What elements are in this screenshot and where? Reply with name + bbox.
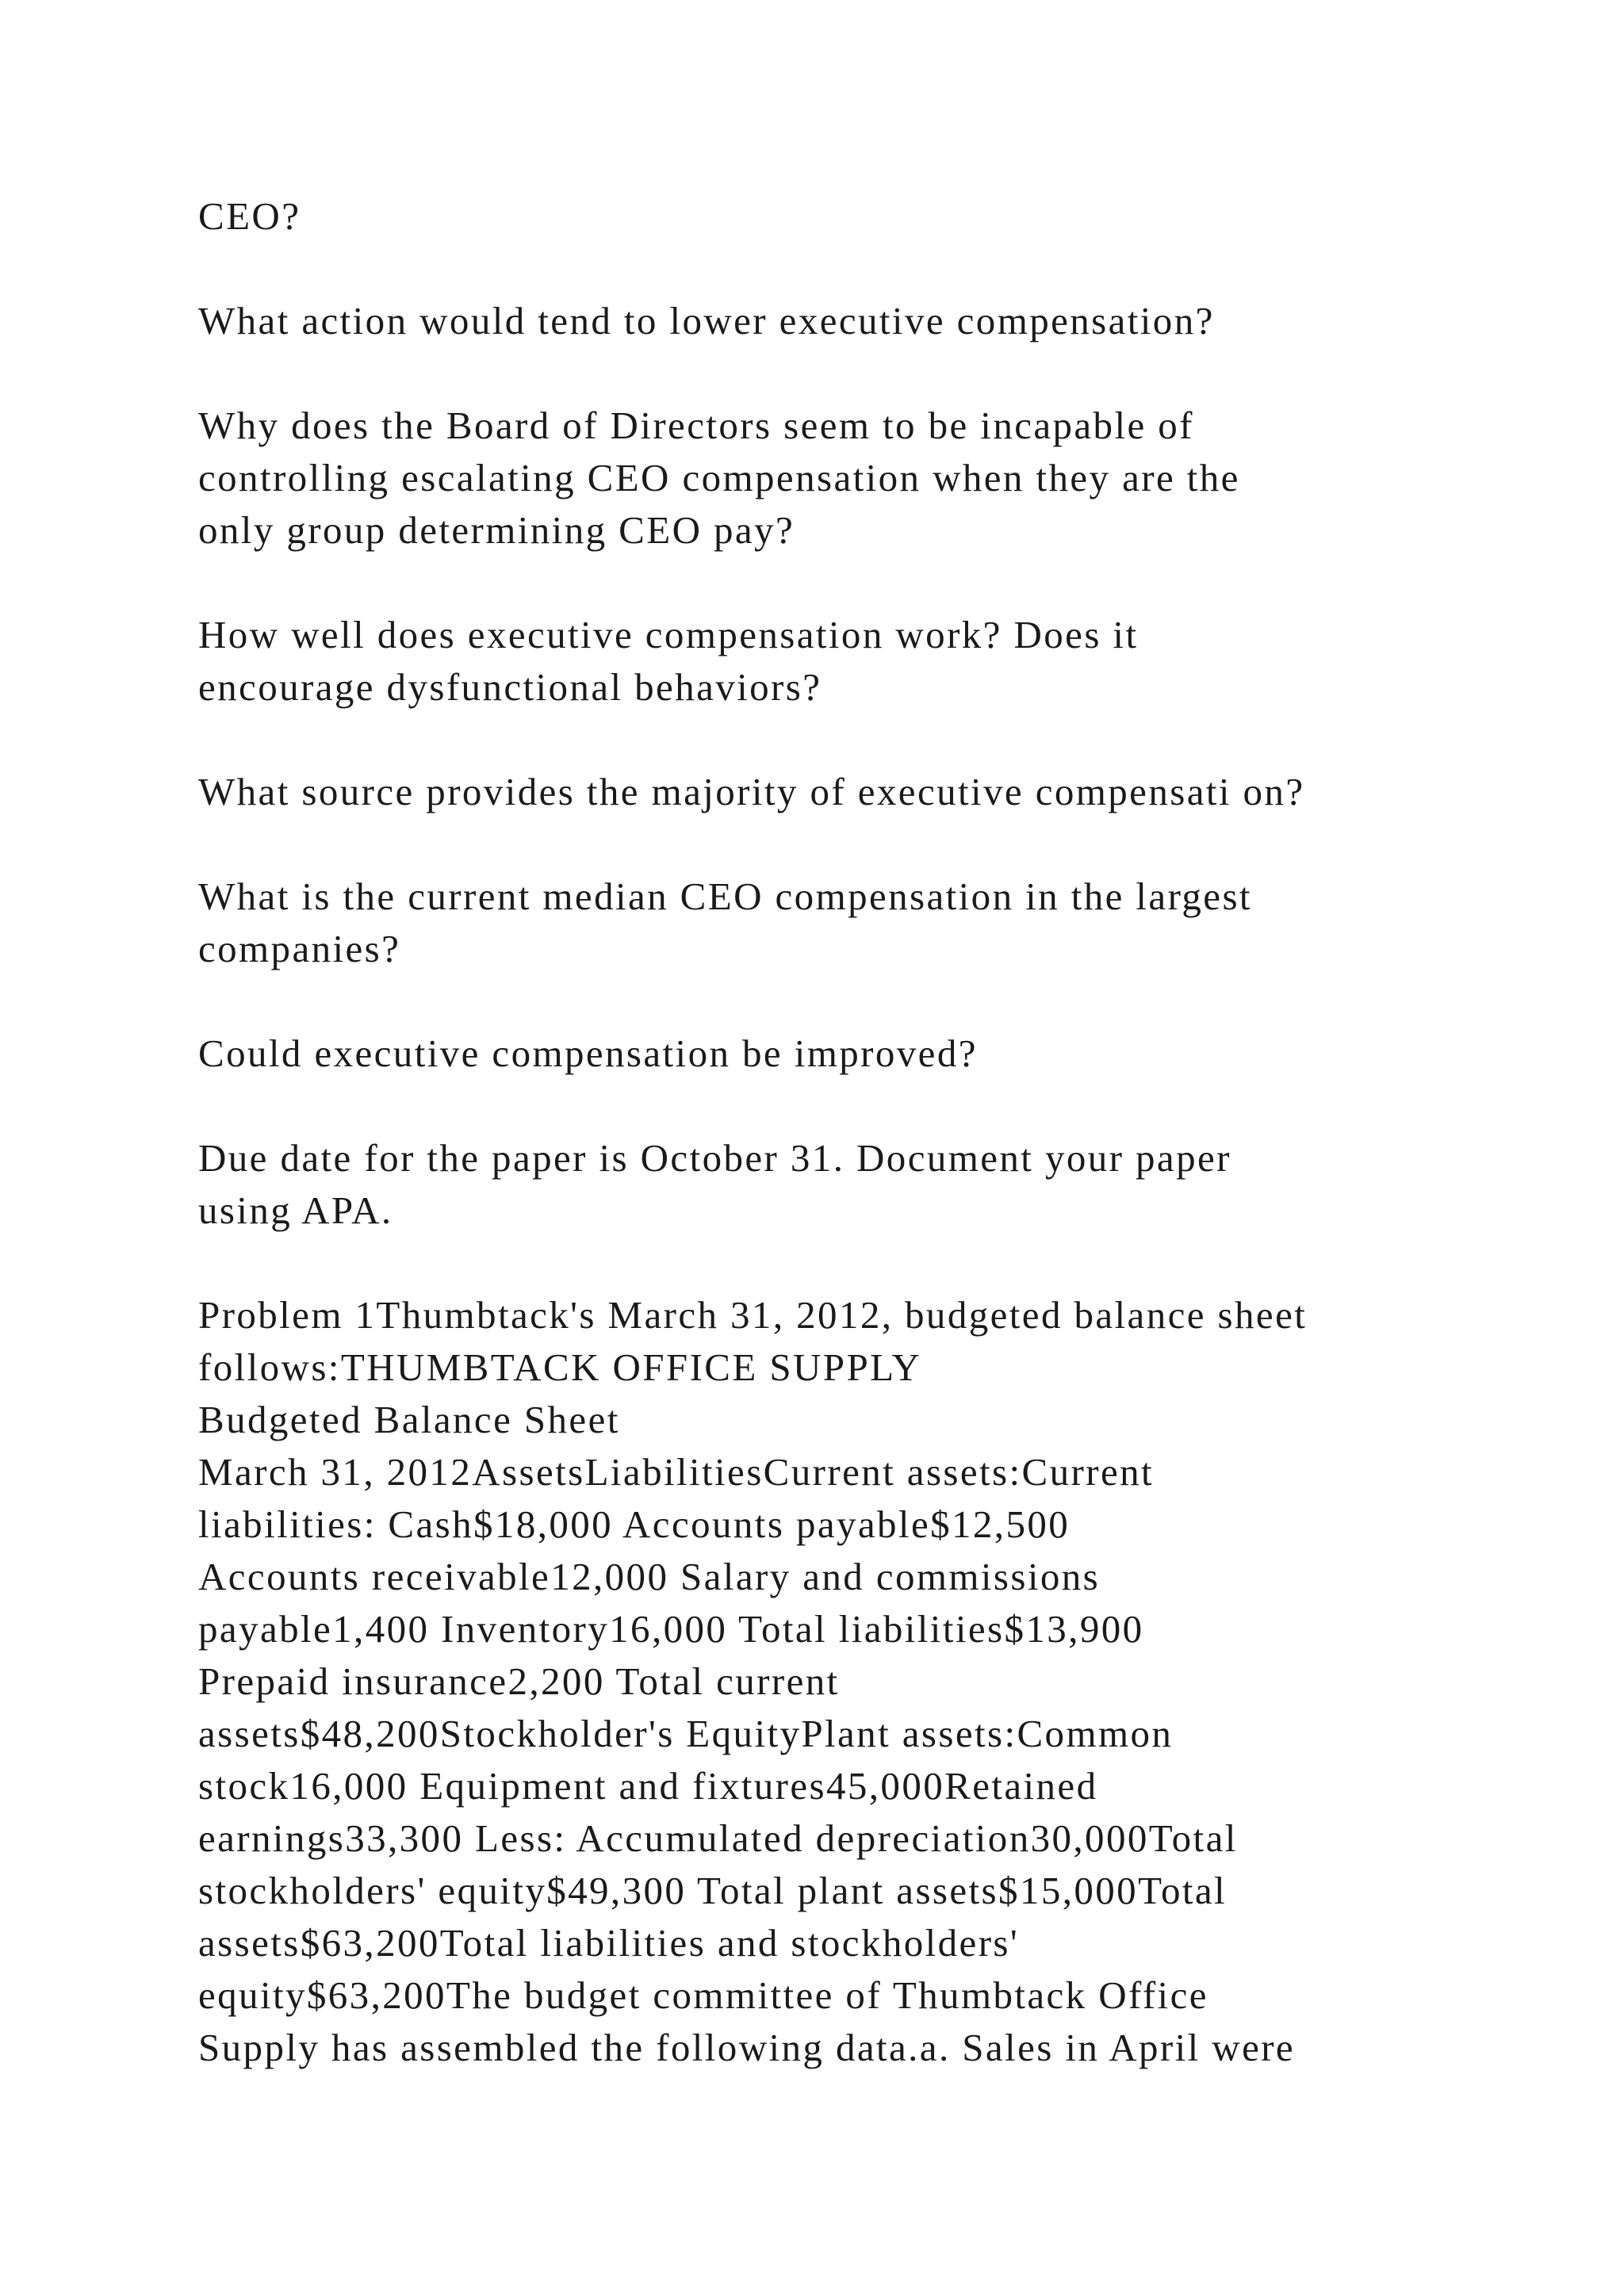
- paragraph-ceo: CEO?: [198, 194, 301, 238]
- paragraph-due-date: Due date for the paper is October 31. Document your paper using APA.: [198, 1136, 1231, 1232]
- paragraph-question-median: What is the current median CEO compensation in the largest companies?: [198, 874, 1252, 970]
- document-body: [198, 190, 1435, 2074]
- paragraph-question-board-of-directors: Why does the Board of Directors seem to be incapable of controlling escalating CEO compensation when they are the only group determining CEO pay?: [198, 404, 1240, 552]
- paragraph-question-source: What source provides the majority of executive compensati on?: [198, 770, 1305, 813]
- paragraph-question-improved: Could executive compensation be improved?: [198, 1031, 978, 1075]
- paragraph-question-how-well: How well does executive compensation work? Does it encourage dysfunctional behaviors?: [198, 613, 1139, 709]
- paragraph-question-lower-compensation: What action would tend to lower executive compensation?: [198, 299, 1215, 342]
- paragraph-problem-1: Problem 1Thumbtack's March 31, 2012, budgeted balance sheet follows:THUMBTACK OFFICE SUPPLY Budgeted Balance Sheet March 31, 2012AssetsLiabilitiesCurrent assets:Current liabilities: Cash$18,000 Accounts payable$12,500 Accounts receivable12,000 Salary and commissions payable1,400 Inventory16,000 Total liabilities$13,900 Prepaid insurance2,200 Total current assets$48,200Stockholder's EquityPlant assets:Common stock16,000 Equipment and fixtures45,000Retained earnings33,300 Less: Accumulated depreciation30,000Total stockholders' equity$49,300 Total plant assets$15,000Total assets$63,200Total liabilities and stockholders' equity$63,200The budget committee of Thumbtack Office Supply has assembled the following data.a. Sales in April were: [198, 1293, 1308, 2069]
